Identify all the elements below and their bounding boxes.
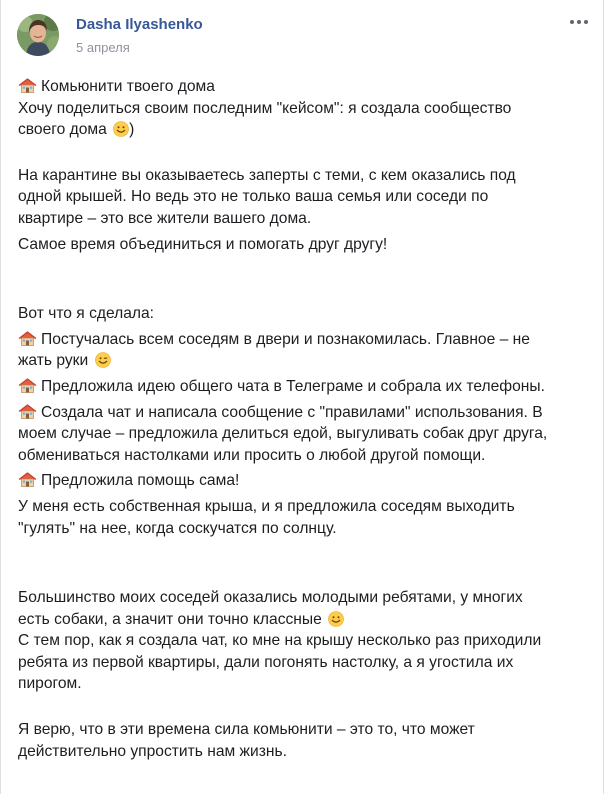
post-line [18,673,590,695]
post-line [18,652,590,674]
post-line [18,445,590,467]
post-line-text: С тем пор, как я создала чат, ко мне на крышу несколько раз приходили [18,632,542,650]
post-line [18,98,590,120]
post-header [1,0,603,68]
post-line [18,630,590,652]
post-line-text: жать руки [18,352,89,370]
post-line-text: квартире – это все жители вашего дома. [18,209,312,227]
post-line-text: "гулять" на нее, когда соскучатся по солнцу. [18,519,337,537]
smile-emoji-icon [113,121,129,137]
paragraph-gap [18,539,590,563]
post-line [18,303,590,325]
post-line [18,76,590,98]
post-line-text: Самое время объединиться и помогать друг другу! [18,235,388,253]
post-line [18,741,590,763]
more-options-icon[interactable] [567,12,591,32]
post-line-text: Предложила помощь сама! [41,472,240,490]
post-line [18,402,590,424]
more-dot [584,20,588,24]
post-line [18,518,590,540]
post-line-text: своего дома [18,121,107,139]
post-line-text: Предложила идею общего чата в Телеграме и собрала их телефоны. [41,377,545,395]
house-icon [18,472,37,487]
post-line-text: На карантине вы оказываетесь заперты с теми, с кем оказались под [18,166,516,184]
post-line-text: пирогом. [18,675,82,693]
post-line [18,350,590,372]
house-icon [18,78,37,93]
post-line [18,208,590,230]
paragraph-gap [18,255,590,279]
post-line [18,329,590,351]
wink-emoji-icon [95,352,111,368]
paragraph-gap [18,141,590,165]
post-line [18,496,590,518]
post-line [18,423,590,445]
post-body [18,76,590,762]
more-dot [570,20,574,24]
post-line-text: Большинство моих соседей оказались молодыми ребятами, у многих [18,589,523,607]
avatar[interactable] [17,14,59,56]
post-line [18,470,590,492]
post-line [18,234,590,256]
post-line [18,186,590,208]
post-line-text: ребята из первой квартиры, дали погонять настолку, а я угостила их [18,653,514,671]
house-icon [18,378,37,393]
post-line [18,119,590,141]
user-avatar-photo-icon [17,14,59,56]
post-line-text: обмениваться настолками или просить о любой другой помощи. [18,446,486,464]
post-line-text: Вот что я сделала: [18,305,155,323]
post-timestamp[interactable]: 5 апреля [76,40,130,55]
post-line [18,376,590,398]
house-icon [18,404,37,419]
post-line-text: моем случае – предложила делиться едой, выгуливать собак друг друга, [18,425,548,443]
post-line-text: есть собаки, а значит они точно классные [18,610,322,628]
post-line [18,165,590,187]
post-line-text: действительно упростить нам жизнь. [18,742,287,760]
paragraph-gap [18,563,590,587]
paragraph-gap [18,279,590,303]
post-line [18,587,590,609]
post-line-text: ) [129,121,135,139]
post-line-text: У меня есть собственная крыша, и я предложила соседям выходить [18,497,515,515]
post-line-text: Хочу поделиться своим последним "кейсом": я создала сообщество [18,99,512,117]
paragraph-gap [18,695,590,719]
post-line [18,609,590,631]
more-dot [577,20,581,24]
post-line [18,719,590,741]
smile-emoji-icon [328,611,344,627]
post-line-text: Создала чат и написала сообщение с "правилами" использования. В [41,403,543,421]
post-line-text: одной крышей. Но ведь это не только ваша семья или соседи по [18,188,489,206]
post-line-text: Я верю, что в эти времена сила комьюнити – это то, что может [18,721,475,739]
house-icon [18,331,37,346]
post-line-text: Постучалась всем соседям в двери и познакомилась. Главное – не [41,330,530,348]
post-line-text: Комьюнити твоего дома [41,78,215,95]
author-name-link[interactable]: Dasha Ilyashenko [76,16,203,33]
